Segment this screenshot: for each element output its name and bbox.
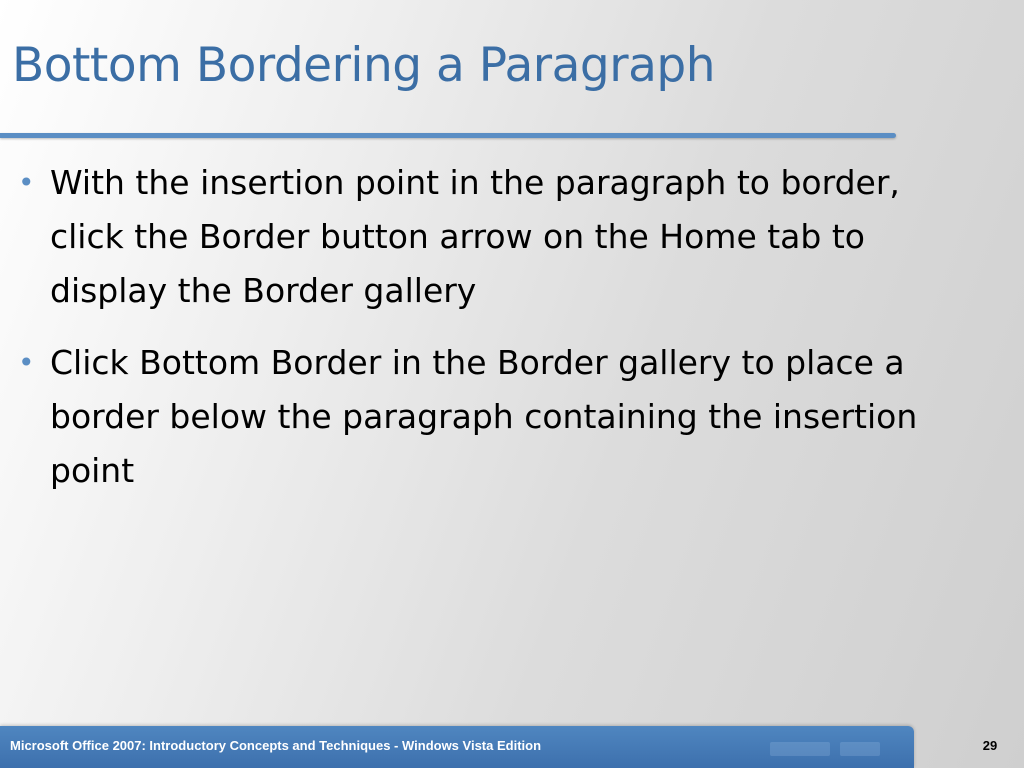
- page-number: 29: [982, 738, 998, 753]
- bullet-list: [18, 156, 918, 516]
- ribbon-watermark-icon: [770, 740, 904, 760]
- bullet-item: [18, 336, 918, 498]
- bullet-text: With the insertion point in the paragraph to border, click the Border button arrow on the Home tab to display the Border gallery: [50, 163, 900, 310]
- bullet-text: Click Bottom Border in the Border gallery to place a border below the paragraph containing the insertion point: [50, 343, 918, 490]
- slide-title: Bottom Bordering a Paragraph: [12, 38, 716, 93]
- bullet-icon: •: [18, 166, 35, 199]
- bullet-icon: •: [18, 346, 35, 379]
- bullet-item: [18, 156, 918, 318]
- footer-text: Microsoft Office 2007: Introductory Concepts and Techniques - Windows Vista Edition: [10, 738, 542, 753]
- title-underline: [0, 133, 896, 138]
